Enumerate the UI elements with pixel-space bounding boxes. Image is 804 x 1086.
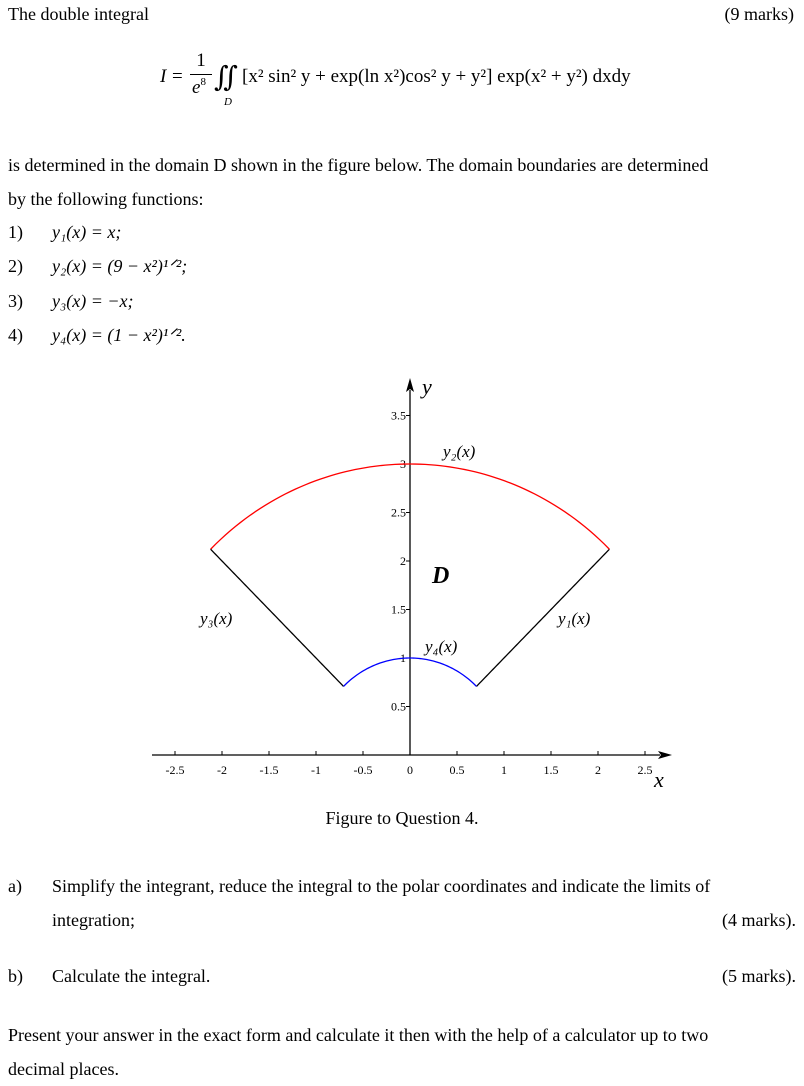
question-a-label: a) (8, 876, 22, 896)
instructions-line-2: decimal places. (8, 1059, 119, 1079)
curve-label-y1x: y₁(x) (558, 609, 591, 628)
x-tick-label: 1 (501, 763, 507, 777)
x-tick-label: 0.5 (449, 763, 465, 777)
x-tick-label: -1 (311, 763, 321, 777)
question-b-text: Calculate the integral. (52, 966, 211, 986)
x-axis-label: x (654, 767, 664, 792)
instructions-line-1: Present your answer in the exact form and calculate it then with the help of a calculator up to two (8, 1025, 709, 1045)
function-item-4: 4) y₄(x) = (1 − x²)¹ᐟ². (8, 325, 186, 345)
function-item-3: 3) y₃(x) = −x; (8, 291, 134, 311)
y-tick-label: 2.5 (391, 505, 406, 520)
curve-label-y3x: y₃(x) (200, 609, 233, 628)
x-tick-label: -0.5 (353, 763, 373, 777)
question-marks: (9 marks) (724, 4, 794, 24)
question-b-marks: (5 marks). (722, 966, 796, 986)
region-label: D (432, 563, 450, 589)
formula-lhs: I (160, 66, 167, 87)
x-axis-arrow-icon (658, 751, 672, 759)
question-a-text: Simplify the integrant, reduce the integral to the polar coordinates and indicate the limits of (52, 876, 711, 896)
intro-line-1: is determined in the domain D shown in the figure below. The domain boundaries are determined (8, 155, 709, 175)
function-item-2: 2) y₂(x) = (9 − x²)¹ᐟ²; (8, 256, 188, 276)
fraction-numerator: 1 (196, 50, 206, 71)
question-a-text-cont: integration; (52, 910, 135, 930)
y-tick-label: 0.5 (391, 699, 406, 714)
instructions-paragraph (8, 1018, 798, 1086)
question-title: The double integral (8, 4, 149, 24)
fraction-denominator: $e^8$ (192, 76, 206, 98)
curve-label-y4x: y₄(x) (425, 637, 458, 656)
formula-eq: = (172, 66, 183, 87)
x-tick-label: -2 (217, 763, 227, 777)
y-tick-label: 3 (400, 457, 406, 471)
y-tick-label: 1 (400, 651, 406, 665)
intro-line-2: by the following functions: (8, 189, 204, 209)
x-tick-label: -1.5 (259, 763, 279, 777)
x-tick-label: -2.5 (165, 763, 185, 777)
y-tick-label: 1.5 (391, 602, 406, 617)
double-integral-sign: ∬ (214, 62, 238, 93)
figure-caption: Figure to Question 4. (325, 808, 479, 828)
question-b-label: b) (8, 966, 23, 986)
y-tick-label: 2 (400, 554, 406, 568)
integrand: [x² sin² y + exp(ln x²)cos² y + y²] exp(x² + y²) dxdy (242, 66, 631, 87)
question-a-marks: (4 marks). (722, 910, 796, 930)
y-axis-arrow-icon (406, 378, 414, 392)
function-item-1: 1) y₁(x) = x; (8, 222, 122, 242)
y-axis-label: y (422, 374, 432, 399)
x-tick-label: 2 (595, 763, 601, 777)
y-tick-label: 3.5 (391, 408, 406, 423)
integral-domain: D (224, 96, 232, 108)
x-tick-label: 0 (407, 763, 413, 777)
x-tick-label: 2.5 (637, 763, 653, 777)
x-tick-label: 1.5 (543, 763, 559, 777)
curve-label-y2x: y₂(x) (443, 442, 476, 461)
